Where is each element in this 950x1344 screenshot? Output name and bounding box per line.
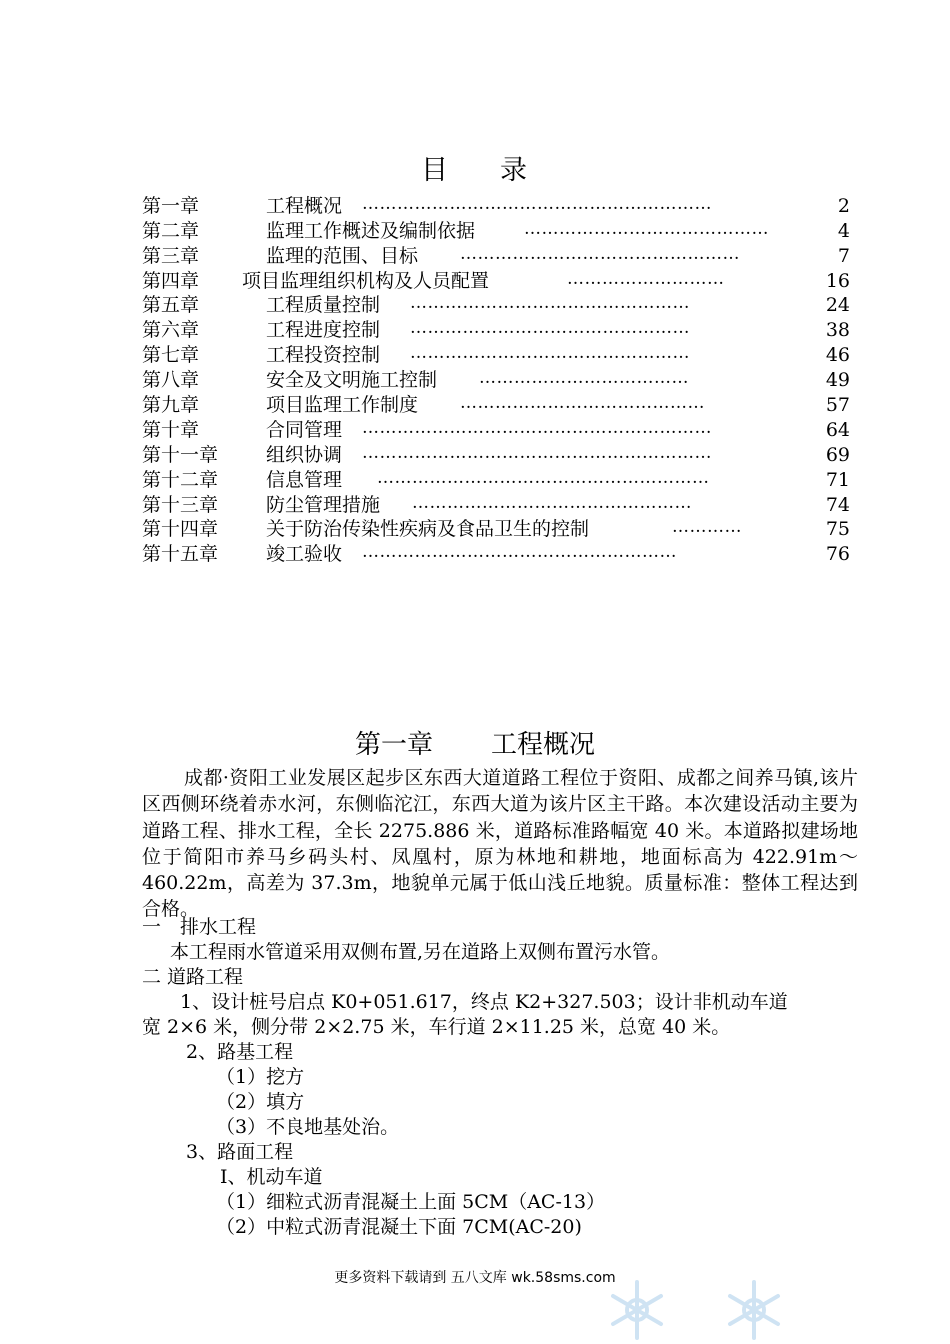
list-item: （1）挖方 [216,1066,305,1088]
toc-chapter: 第一章 [142,195,200,217]
toc-chapter: 第十一章 [142,444,219,466]
toc-page-number: 64 [825,419,850,441]
snowflake-watermark-icon [605,1278,669,1342]
toc-title-text: 工程概况 [266,195,343,217]
toc-chapter: 第四章 [142,270,200,292]
toc-entry[interactable] [142,194,862,219]
list-item: （2）填方 [216,1091,305,1113]
toc-entry[interactable] [142,318,862,343]
toc-chapter: 第十四章 [142,518,219,540]
intro-paragraph: 成都·资阳工业发展区起步区东西大道道路工程位于资阳、成都之间养马镇,该片区西侧环绕着赤水河，东侧临沱江，东西大道为该片区主干路。本次建设活动主要为道路工程、排水工程，全长 2275.886 米，道路标准路幅宽 40 米。本道路拟建场地位于简阳市养马乡码头村、凤凰村，原为林地和耕地，地面标高为 422.91m～460.22m，高差为 37.3m，地貌单元属于低山浅丘地貌。质量标准：整体工程达到合格。 [142,767,858,921]
road-design-line1: 1、设计桩号启点 K0+051.617，终点 K2+327.503；设计非机动车道 [180,991,788,1013]
toc-chapter: 第八章 [142,369,200,391]
toc-title-text: 工程进度控制 [266,319,381,341]
toc-page-number: 46 [825,344,850,366]
toc-entry[interactable] [142,443,862,468]
section-heading-road: 二 道路工程 [142,966,244,988]
toc-chapter: 第十五章 [142,543,219,565]
toc-entry[interactable] [142,542,862,567]
toc-chapter: 第三章 [142,245,200,267]
toc-title-text: 项目监理工作制度 [266,394,419,416]
toc-page-number: 71 [825,469,850,491]
toc-entry[interactable] [142,244,862,269]
toc-chapter: 第十三章 [142,494,219,516]
toc-chapter: 第七章 [142,344,200,366]
toc-page-number: 76 [825,543,850,565]
toc-title-text: 竣工验收 [266,543,343,565]
toc-entry[interactable] [142,293,862,318]
toc-chapter: 第六章 [142,319,200,341]
list-item: （3）不良地基处治。 [216,1116,400,1138]
toc-page-number: 2 [837,195,850,217]
toc-page-number: 7 [837,245,850,267]
footer-link[interactable]: 更多资料下载请到 五八文库 wk.58sms.com [334,1270,616,1286]
toc-page-number: 16 [825,270,850,292]
toc-leader: ……………………………………………… [362,542,677,562]
chapter-heading: 第一章 工程概况 [354,730,596,760]
toc-page-number: 57 [825,394,850,416]
toc-leader: …………………………………………………… [362,443,712,463]
toc-entry[interactable] [142,418,862,443]
toc-page-number: 4 [837,220,850,242]
toc-leader: …………………………………… [460,393,705,413]
toc-leader: …………………………………… [524,219,769,239]
toc-chapter: 第十章 [142,419,200,441]
toc-title-text: 工程质量控制 [266,294,381,316]
toc-entry[interactable] [142,468,862,493]
toc-leader: …………………………………………………… [362,418,712,438]
toc-leader: ………………………………………… [412,493,692,513]
toc-page-number: 75 [825,518,850,540]
toc-title-text: 防尘管理措施 [266,494,381,516]
toc-chapter: 第九章 [142,394,200,416]
toc-entry[interactable] [142,343,862,368]
toc-leader: …………………………………………………… [362,194,712,214]
subgrade-heading: 2、路基工程 [186,1041,294,1063]
toc-leader: ………… [672,517,742,537]
pavement-heading: 3、路面工程 [186,1141,294,1163]
toc-title-text: 监理工作概述及编制依据 [266,220,476,242]
toc-leader: ………………………………………… [410,343,690,363]
toc-leader: ………………………………………… [410,293,690,313]
toc-title: 目 录 [421,155,529,186]
toc-chapter: 第十二章 [142,469,219,491]
toc-entry[interactable] [142,517,862,542]
road-design-line2: 宽 2×6 米，侧分带 2×2.75 米，车行道 2×11.25 米，总宽 40 米。 [142,1016,731,1038]
toc-page-number: 74 [825,494,850,516]
toc-title-text: 项目监理组织机构及人员配置 [242,270,490,292]
toc-entry[interactable] [142,393,862,418]
toc-page-number: 69 [825,444,850,466]
toc-title-text: 关于防治传染性疾病及食品卫生的控制 [266,518,590,540]
drainage-text: 本工程雨水管道采用双侧布置,另在道路上双侧布置污水管。 [170,941,671,963]
toc-leader: ………………………………………… [410,318,690,338]
toc-title-text: 工程投资控制 [266,344,381,366]
toc-entry[interactable] [142,368,862,393]
list-item: （1）细粒式沥青混凝土上面 5CM（AC-13） [216,1191,606,1213]
toc-leader: ………………………………………… [460,244,740,264]
motor-lane-heading: Ⅰ、机动车道 [220,1166,323,1188]
toc-entry[interactable] [142,219,862,244]
toc-leader: ………………………………………………… [377,468,710,488]
toc-title-text: 安全及文明施工控制 [266,369,438,391]
list-item: （2）中粒式沥青混凝土下面 7CM(AC-20) [216,1216,582,1238]
toc-leader: ……………………… [567,269,725,289]
toc-page-number: 24 [825,294,850,316]
toc-title-text: 信息管理 [266,469,343,491]
toc-title-text: 组织协调 [266,444,343,466]
toc-title-text: 监理的范围、目标 [266,245,419,267]
toc-chapter: 第五章 [142,294,200,316]
section-heading-drainage: 一 排水工程 [142,916,257,938]
toc-page-number: 49 [825,369,850,391]
toc-chapter: 第二章 [142,220,200,242]
toc-leader: ……………………………… [479,368,689,388]
snowflake-watermark-icon [722,1278,786,1342]
toc-page-number: 38 [825,319,850,341]
toc-title-text: 合同管理 [266,419,343,441]
